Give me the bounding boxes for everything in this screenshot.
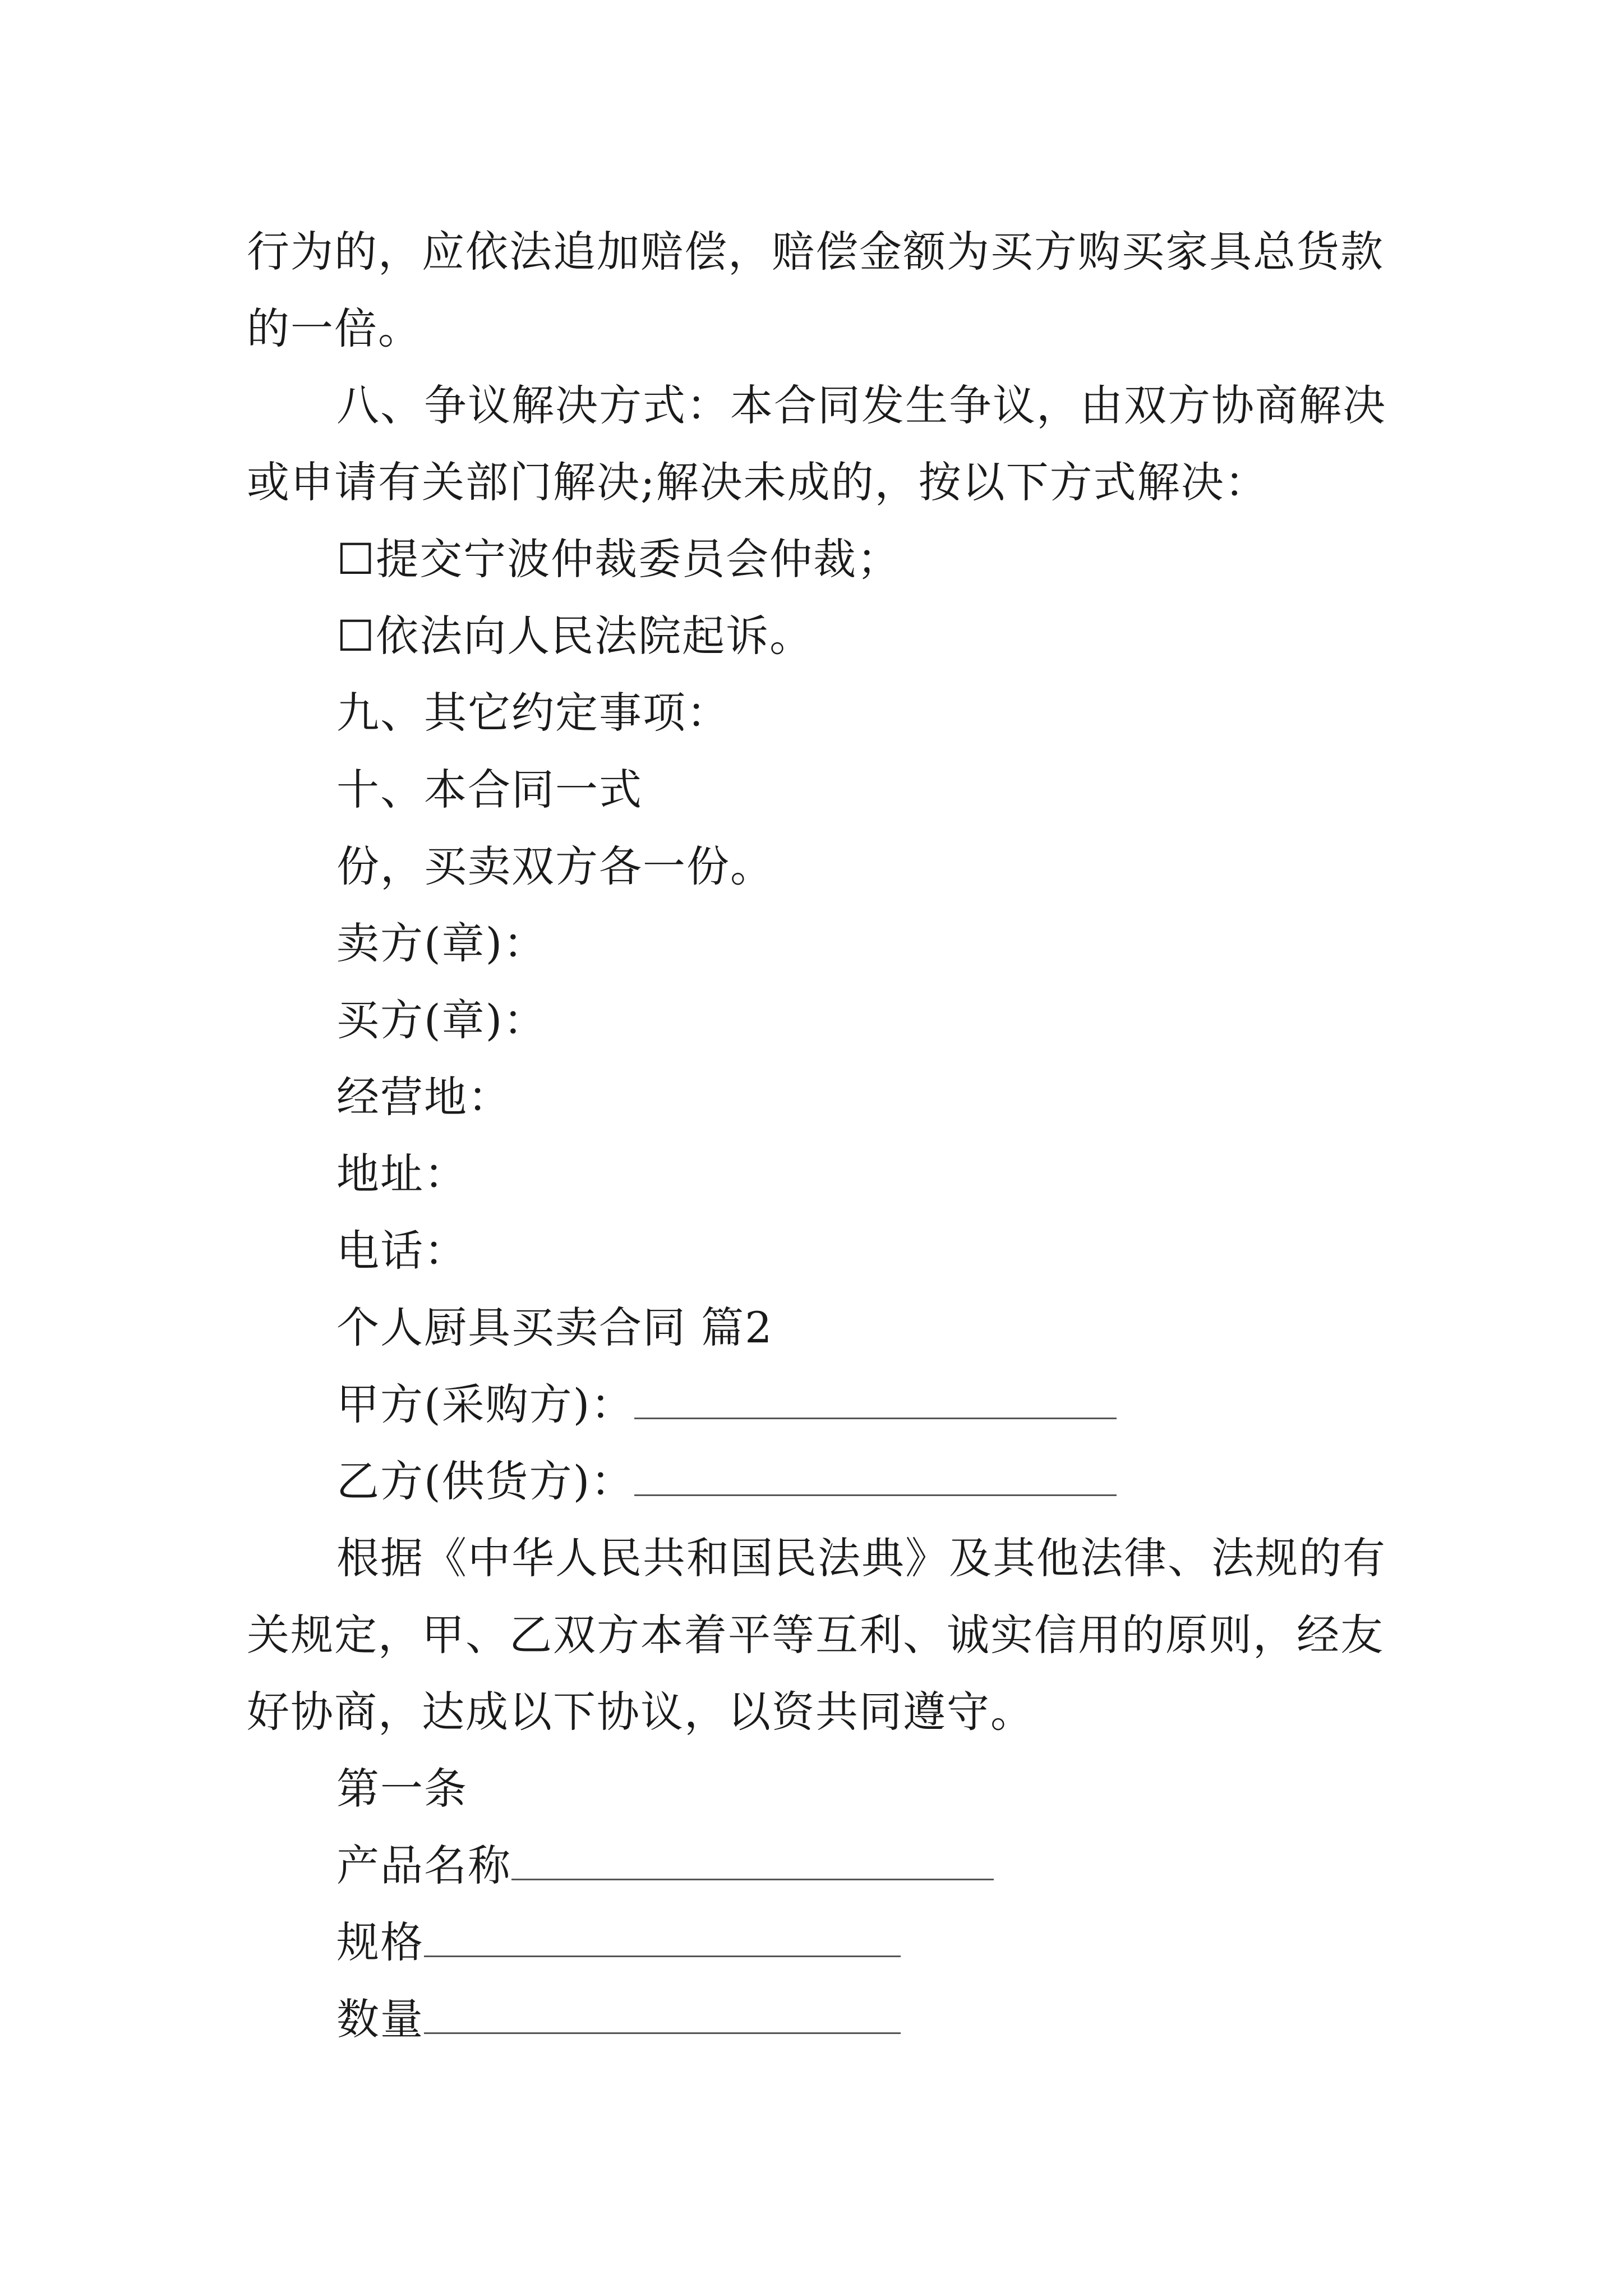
preamble-line: 好协商，达成以下协议，以资共同遵守。: [247, 1687, 1034, 1737]
preamble-line: 关规定，甲、乙双方本着平等互利、诚实信用的原则，经友: [247, 1610, 1384, 1660]
contract-text: [247, 213, 1396, 2058]
section-nine-heading: 九、其它约定事项：: [336, 688, 730, 738]
party-b-label: 乙方(供货方)：: [336, 1456, 635, 1506]
spec-label: 规格: [336, 1917, 424, 1967]
option-arbitration: ☐提交宁波仲裁委员会仲裁；: [336, 534, 901, 584]
quantity-row: [247, 1981, 1396, 2058]
preamble-line: 根据《中华人民共和国民法典》及其他法律、法规的有: [336, 1533, 1386, 1583]
buyer-seal-label: 买方(章)：: [336, 995, 547, 1045]
text-line: 份，买卖双方各一份。: [336, 841, 774, 891]
spec-row: [247, 1904, 1396, 1981]
phone-label: 电话：: [336, 1226, 468, 1276]
business-location-label: 经营地：: [336, 1072, 511, 1122]
party-a-blank: [634, 1383, 1117, 1419]
product-name-label: 产品名称: [336, 1841, 511, 1890]
quantity-label: 数量: [336, 1994, 424, 2044]
option-court: ☐依法向人民法院起诉。: [336, 611, 814, 661]
party-a-label: 甲方(采购方)：: [336, 1379, 635, 1429]
section-eight-heading: 八、争议解决方式：本合同发生争议，由双方协商解决: [336, 380, 1386, 430]
product-name-row: [247, 1827, 1396, 1904]
product-name-blank: [511, 1844, 994, 1880]
article-one-heading: 第一条: [336, 1764, 468, 1814]
quantity-blank: [424, 1998, 901, 2034]
section-ten-heading: 十、本合同一式: [336, 765, 643, 815]
contract-title: 个人厨具买卖合同 篇2: [336, 1303, 773, 1352]
party-b-row: [247, 1443, 1396, 1520]
seller-seal-label: 卖方(章)：: [336, 918, 547, 968]
party-a-row: [247, 1366, 1396, 1443]
party-b-blank: [634, 1460, 1117, 1496]
text-line: 的一倍。: [247, 303, 422, 353]
text-line: 或申请有关部门解决;解决未成的，按以下方式解决：: [247, 457, 1269, 507]
text-line: 行为的，应依法追加赔偿，赔偿金额为买方购买家具总货款: [247, 227, 1384, 277]
address-label: 地址：: [336, 1149, 468, 1199]
spec-blank: [424, 1921, 901, 1957]
